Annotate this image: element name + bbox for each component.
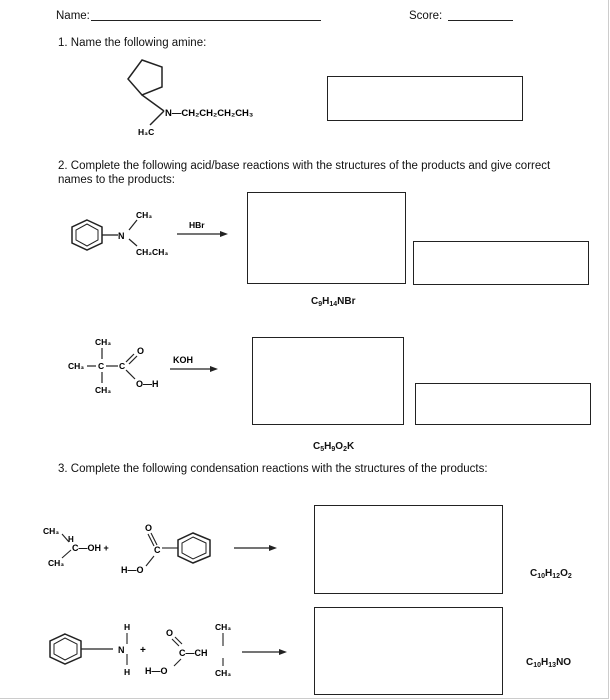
q3-r2-ch3-bottom: CH₃ xyxy=(215,668,232,678)
q2-r2-top-methyl: CH₃ xyxy=(95,337,112,347)
question-2-prompt-line2: names to the products: xyxy=(58,174,175,186)
question-3-prompt: 3. Complete the following condensation reactions with the structures of the products: xyxy=(58,463,488,475)
q2-reaction1-structure xyxy=(62,200,242,270)
q2-r1-formula: $C_9H_{14}NBr$ xyxy=(311,296,356,308)
q1-methyl: H₃C xyxy=(138,127,155,137)
q3-reaction1-structure xyxy=(38,520,288,580)
q1-amine-structure xyxy=(110,55,300,145)
name-label: Name: xyxy=(56,10,90,22)
q3-r2-c-ch: C—CH xyxy=(179,648,208,658)
q3-r2-product-box[interactable] xyxy=(314,607,503,695)
q3-r1-ho: H—O xyxy=(121,565,144,575)
q2-r1-methyl: CH₃ xyxy=(136,210,153,220)
name-line[interactable] xyxy=(91,20,321,21)
q2-r1-nitrogen: N xyxy=(118,231,125,241)
q2-r2-c2: C xyxy=(119,361,126,371)
cyclopentane-ring xyxy=(128,60,162,95)
q2-r2-left-methyl: CH₃ xyxy=(68,361,85,371)
q3-r2-o: O xyxy=(166,628,174,638)
q1-nitrogen-chain: N—CH₂CH₂CH₂CH₃ xyxy=(165,108,254,119)
q3-reaction2-structure xyxy=(40,612,295,684)
q3-r2-ch3-top: CH₃ xyxy=(215,622,232,632)
q3-r1-o: O xyxy=(145,523,153,533)
q2-r1-name-box[interactable] xyxy=(413,241,589,285)
question-2-prompt-line1: 2. Complete the following acid/base reactions with the structures of the products and give correct xyxy=(58,160,551,172)
q3-r1-c-oh: C—OH + xyxy=(72,543,109,553)
q2-reaction2-structure xyxy=(60,332,230,407)
q2-r2-o-double: O xyxy=(137,346,145,356)
q2-r2-bottom-methyl: CH₃ xyxy=(95,385,112,395)
q3-r1-formula: $C_{10}H_{12}O_2$ xyxy=(530,568,572,580)
q3-r2-formula: $C_{10}H_{13}NO$ xyxy=(526,657,572,669)
score-label: Score: xyxy=(409,10,443,22)
q2-r1-reagent: HBr xyxy=(189,220,205,230)
q2-r2-formula: $C_5H_9O_2K$ xyxy=(313,441,355,453)
q2-r2-oh: O—H xyxy=(136,379,159,389)
q3-r2-plus: + xyxy=(140,645,146,656)
q3-r1-product-box[interactable] xyxy=(314,505,503,594)
q3-r2-nitrogen: N xyxy=(118,645,125,655)
q2-r2-c1: C xyxy=(98,361,105,371)
q1-answer-box[interactable] xyxy=(327,76,523,121)
score-line[interactable] xyxy=(448,20,513,21)
q3-r1-h: H xyxy=(68,535,74,544)
q2-r2-reagent: KOH xyxy=(173,355,193,365)
question-1-prompt: 1. Name the following amine: xyxy=(58,37,207,49)
q2-r1-structure-box[interactable] xyxy=(247,192,406,284)
q2-r2-structure-box[interactable] xyxy=(252,337,404,425)
q3-r2-h-bottom: H xyxy=(124,667,131,677)
q3-r2-h-top: H xyxy=(124,622,131,632)
q3-r1-ch3-top: CH₃ xyxy=(43,526,60,536)
q3-r1-ch3-bottom: CH₃ xyxy=(48,558,65,568)
q2-r1-ethyl: CH₂CH₃ xyxy=(136,247,169,257)
q3-r2-ho: H—O xyxy=(145,666,168,676)
q2-r2-name-box[interactable] xyxy=(415,383,591,425)
q3-r1-c: C xyxy=(154,545,161,555)
